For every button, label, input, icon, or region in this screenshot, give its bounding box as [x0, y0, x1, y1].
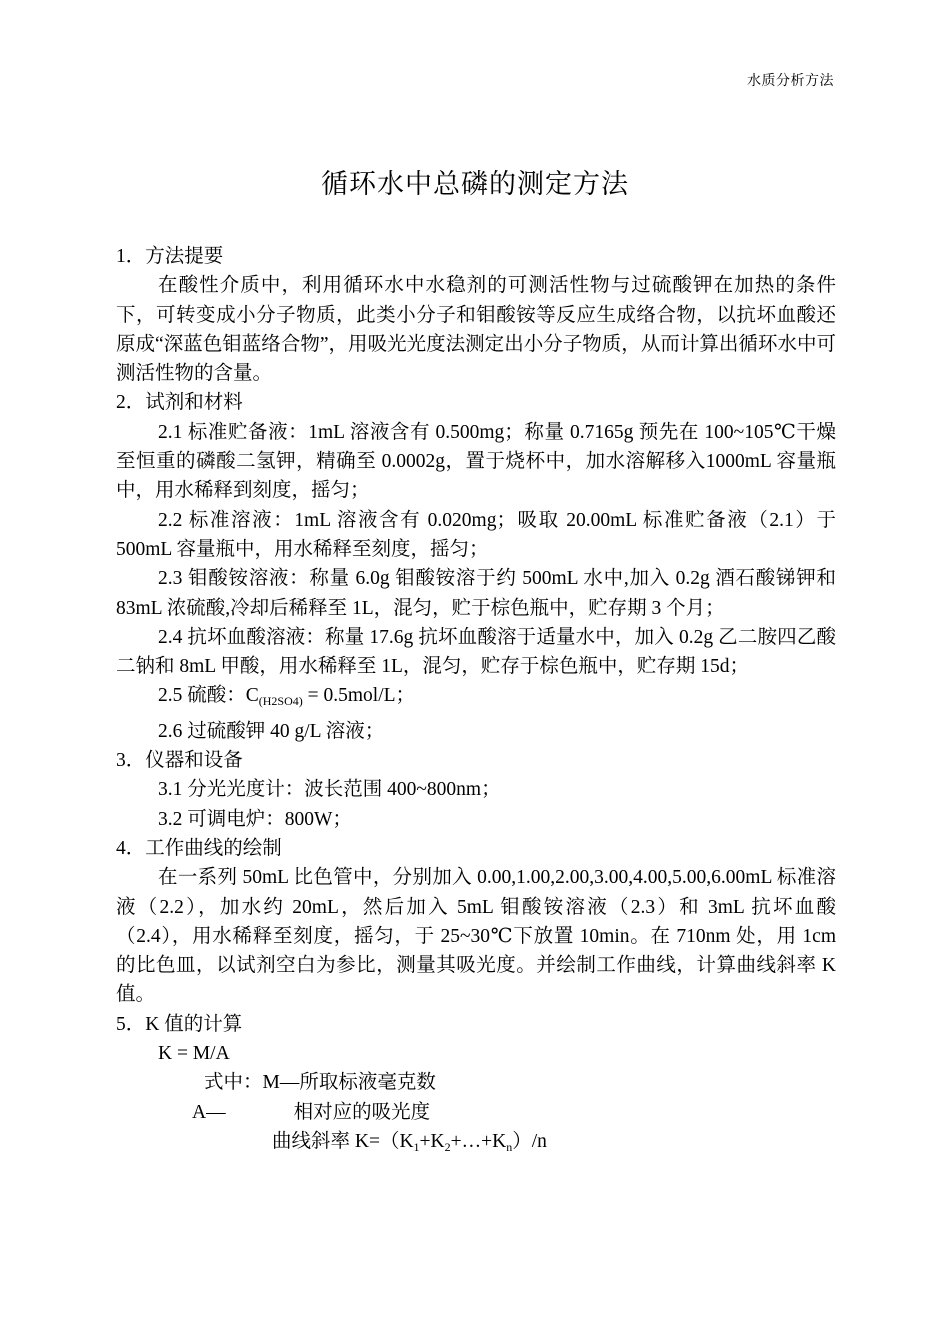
slope-suffix: ）/n [512, 1130, 547, 1152]
where-a-text: 相对应的吸光度 [293, 1101, 431, 1123]
k-formula: K = M/A [158, 1043, 230, 1065]
section-1-paragraph: 在酸性介质中，利用循环水中水稳剂的可测活性物与过硫酸钾在加热的条件下，可转变成小分子物质，此类小分子和钼酸铵等反应生成络合物，以抗坏血酸还原成“深蓝色钼蓝络合物”，用吸光光度法测定出小分子物质，从而计算出循环水中可测活性物的含量。 [116, 275, 836, 385]
slope-mid-2: +…+K [450, 1130, 507, 1152]
section-heading-1: 1．方法提要 [116, 246, 224, 267]
section-heading-5: 5．K 值的计算 [116, 1013, 243, 1035]
item-2-5-subscript: (H2SO4) [258, 694, 303, 709]
section-heading-4: 4．工作曲线的绘制 [116, 837, 282, 859]
slope-mid-1: +K [419, 1130, 445, 1152]
slope-formula [116, 1127, 836, 1162]
where-m-line: 式中：M—所取标液毫克数 [204, 1072, 436, 1094]
where-a-line [116, 1098, 836, 1127]
item-2-5-prefix: 2.5 硫酸：C [158, 685, 259, 707]
slope-sub-1: 1 [413, 1139, 420, 1154]
where-a-label: A— [192, 1101, 226, 1123]
section-heading-3: 3．仪器和设备 [116, 750, 243, 772]
section-heading-2: 2．试剂和材料 [116, 392, 243, 414]
item-2-5 [116, 681, 836, 716]
document-body [116, 242, 836, 1162]
item-2-5-suffix: = 0.5mol/L； [302, 685, 416, 707]
item-2-3: 2.3 钼酸铵溶液：称量 6.0g 钼酸铵溶于约 500mL 水中,加入 0.2g 酒石酸锑钾和 83mL 浓硫酸,冷却后稀释至 1L，混匀，贮于棕色瓶中，贮存期 3 个月； [116, 568, 836, 619]
slope-prefix: 曲线斜率 K=（K [272, 1130, 414, 1152]
slope-sub-n: n [506, 1139, 513, 1154]
running-header: 水质分析方法 [747, 73, 834, 89]
item-3-1: 3.1 分光光度计：波长范围 400~800nm； [158, 779, 501, 801]
item-2-1: 2.1 标准贮备液：1mL 溶液含有 0.500mg；称量 0.7165g 预先在 100~105℃干燥至恒重的磷酸二氢钾，精确至 0.0002g，置于烧杯中，加水溶解移入1000mL 容量瓶中，用水稀释到刻度，摇匀； [116, 421, 836, 502]
item-2-2: 2.2 标准溶液：1mL 溶液含有 0.020mg；吸取 20.00mL 标准贮备液（2.1）于 500mL 容量瓶中，用水稀释至刻度，摇匀； [116, 509, 836, 560]
document-title: 循环水中总磷的测定方法 [321, 169, 629, 200]
item-2-4: 2.4 抗坏血酸溶液：称量 17.6g 抗坏血酸溶于适量水中，加入 0.2g 乙二胺四乙酸二钠和 8mL 甲酸，用水稀释至 1L，混匀，贮存于棕色瓶中，贮存期 15d； [116, 626, 836, 678]
section-4-paragraph: 在一系列 50mL 比色管中，分别加入 0.00,1.00,2.00,3.00,4.00,5.00,6.00mL 标准溶液（2.2），加水约 20mL，然后加入 5mL 钼酸铵溶液（2.3）和 3mL 抗坏血酸（2.4），用水稀释至刻度，摇匀，于 25~30℃下放置 10min。在 710nm 处，用 1cm 的比色皿，以试剂空白为参比，测量其吸光度。并绘制工作曲线，计算曲线斜率 K 值。 [116, 867, 836, 1006]
item-3-2: 3.2 可调电炉：800W； [158, 808, 352, 830]
item-2-6: 2.6 过硫酸钾 40 g/L 溶液； [158, 720, 385, 742]
slope-sub-2: 2 [444, 1139, 451, 1154]
